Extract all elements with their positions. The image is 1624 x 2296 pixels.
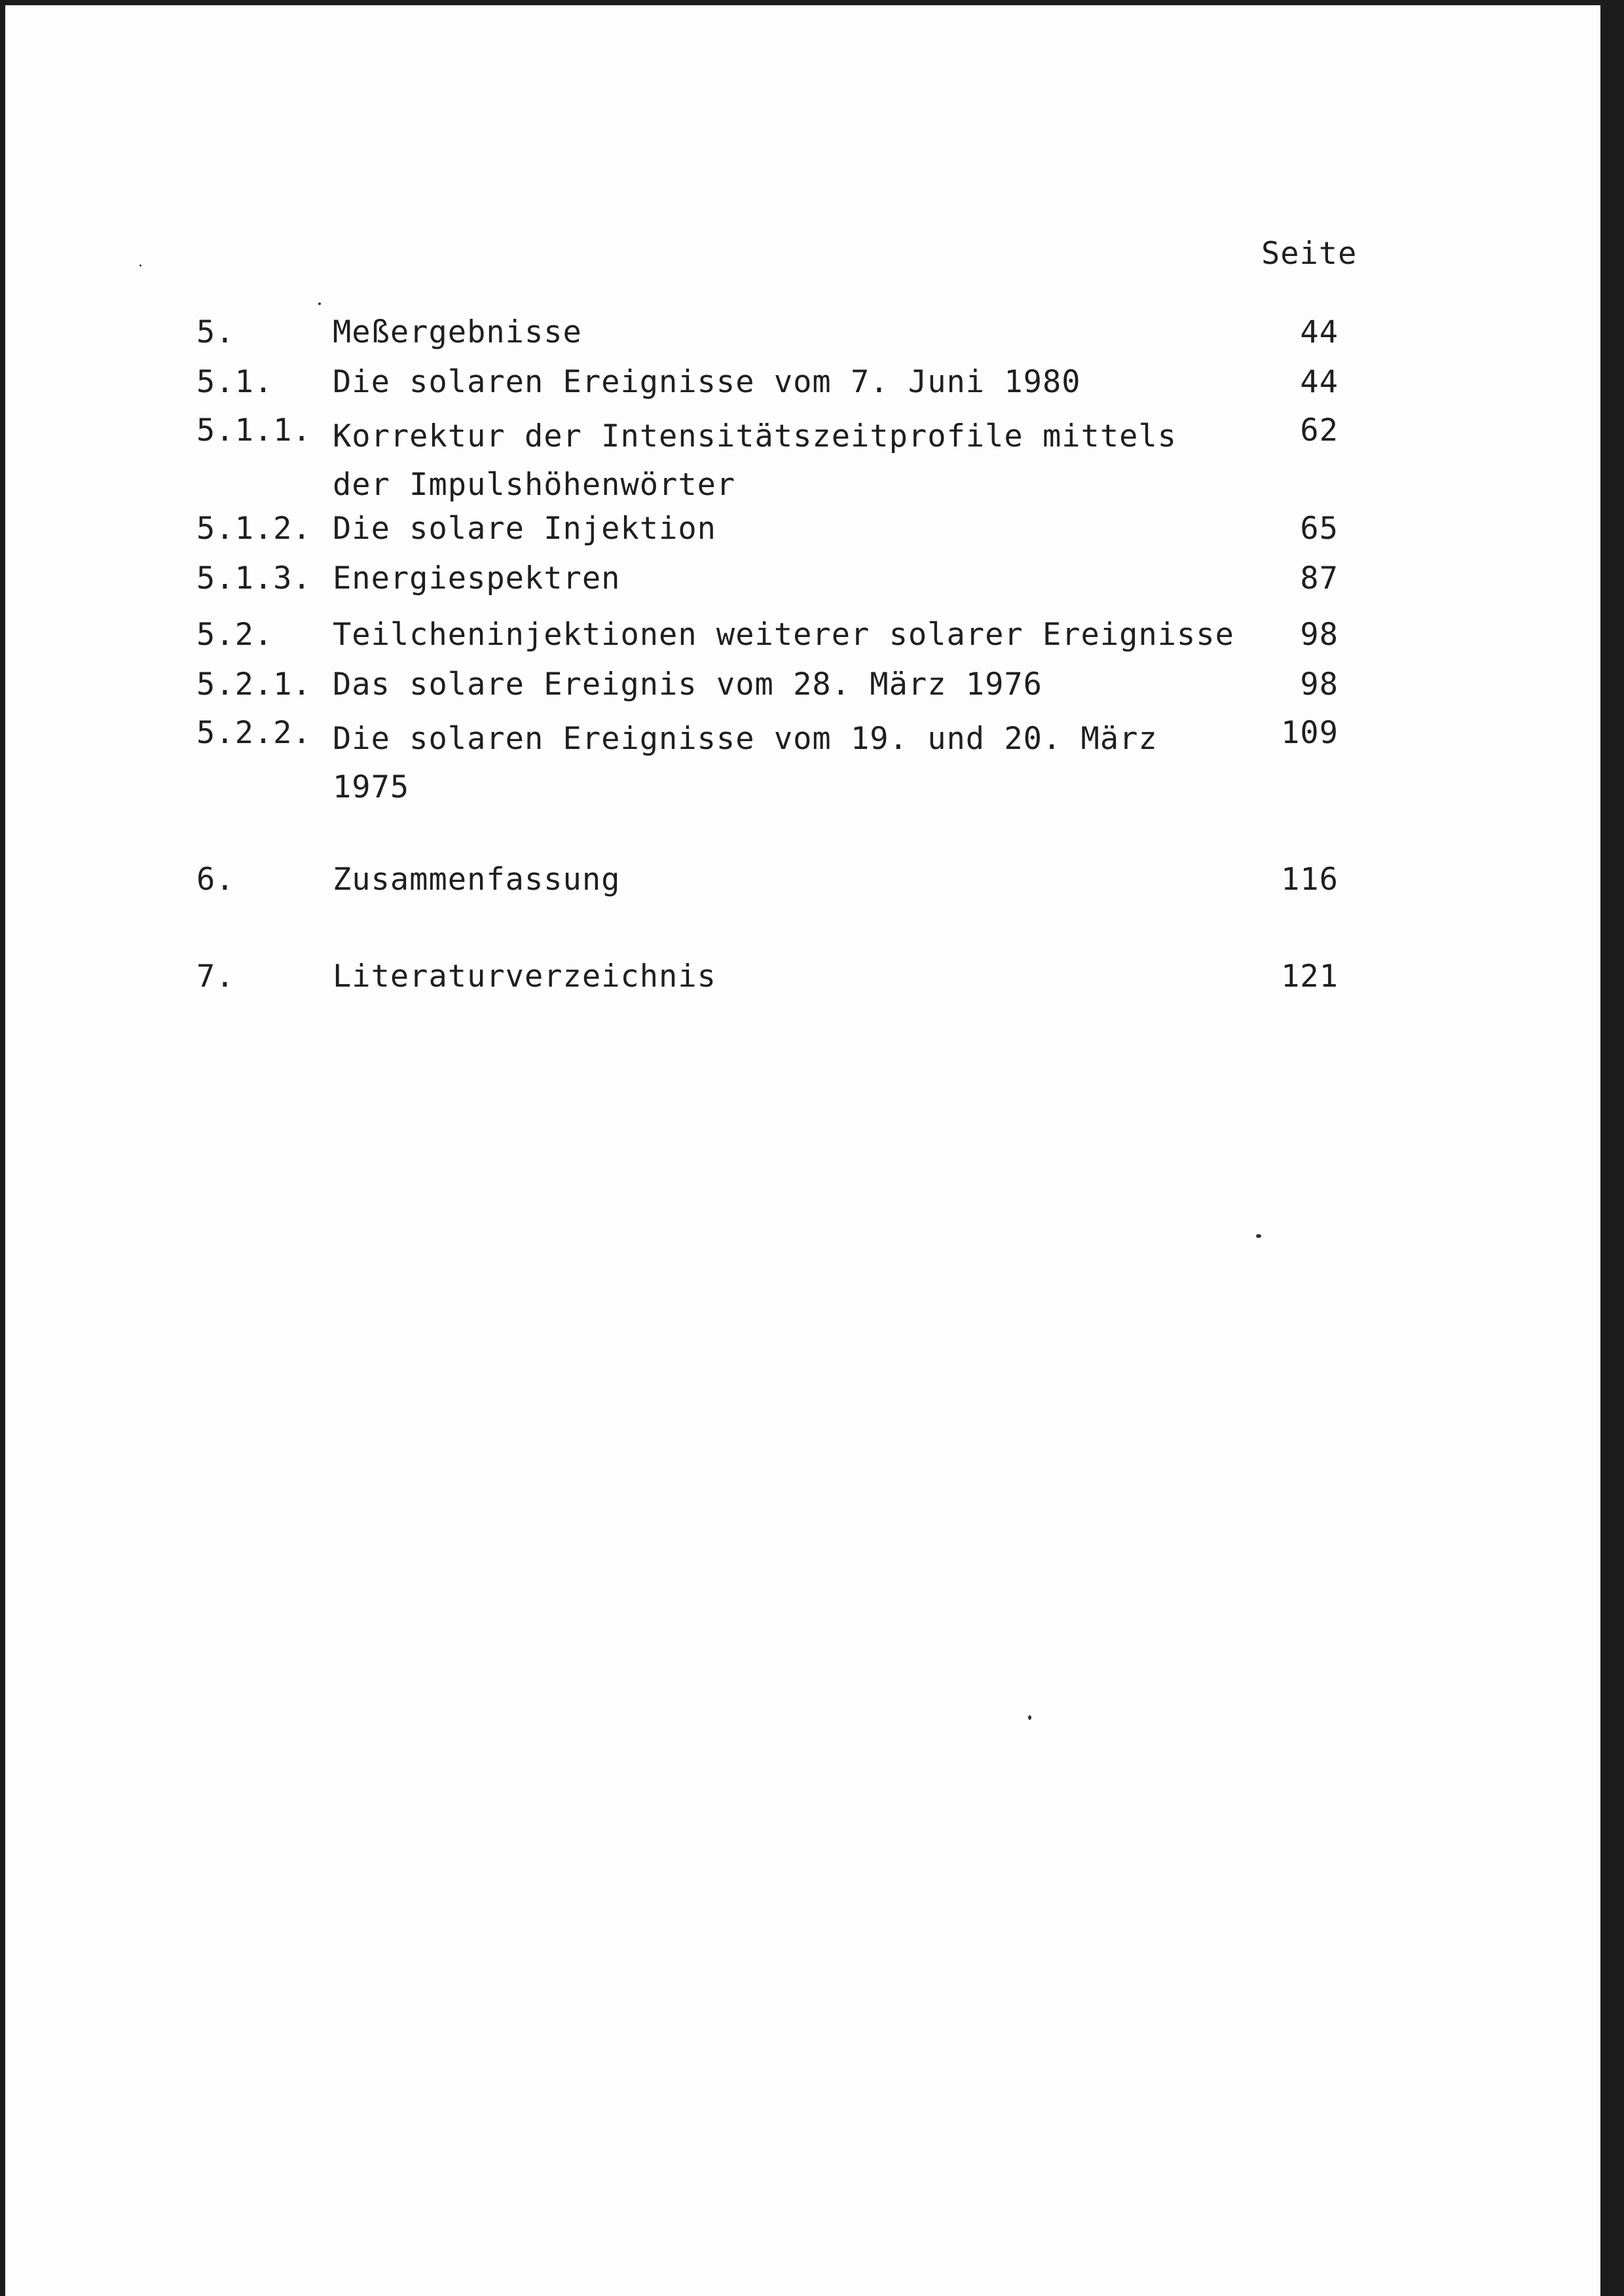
toc-entry <box>5 364 1600 413</box>
page-column-header: Seite <box>1261 236 1357 272</box>
toc-entry-title: Zusammenfassung <box>333 862 621 898</box>
toc-entry-title: Korrektur der Intensitätszeitprofile mittels der Impulshöhenwörter <box>333 418 1177 503</box>
toc-entry-title: Literaturverzeichnis <box>333 958 716 994</box>
toc-entry <box>5 862 1600 911</box>
scan-speck <box>139 264 141 266</box>
toc-entry-title: Teilcheninjektionen weiterer solarer Ereignisse <box>333 617 1234 653</box>
toc-entry-number: 6. <box>196 862 235 898</box>
toc-entry <box>5 666 1600 716</box>
toc-entry-page: 87 <box>1300 560 1338 596</box>
toc-entry-number: 5.2.2. <box>196 715 312 751</box>
toc-entry-page: 98 <box>1300 666 1338 702</box>
toc-entry-title: Die solaren Ereignisse vom 19. und 20. März 1975 <box>333 721 1158 805</box>
toc-entry-number: 5.2.1. <box>196 666 312 702</box>
toc-entry-number: 5.1. <box>196 364 274 400</box>
toc-entry-number: 7. <box>196 958 235 994</box>
toc-entry-number: 5.2. <box>196 617 274 653</box>
toc-entry-number: 5. <box>196 314 235 350</box>
toc-entry-page: 65 <box>1300 511 1338 547</box>
toc-entry <box>5 412 1600 511</box>
document-page <box>5 5 1600 2296</box>
toc-entry-title: Die solare Injektion <box>333 511 716 547</box>
toc-entry <box>5 511 1600 560</box>
toc-entry-page: 44 <box>1300 364 1338 400</box>
toc-entry <box>5 617 1600 666</box>
toc-entry <box>5 560 1600 610</box>
scan-speck <box>1028 1715 1031 1720</box>
toc-entry <box>5 958 1600 1008</box>
toc-entry-title: Energiespektren <box>333 560 621 596</box>
scan-speck <box>318 302 321 305</box>
scan-speck <box>1256 1234 1261 1238</box>
toc-entry <box>5 314 1600 363</box>
toc-entry-page: 116 <box>1281 862 1338 898</box>
toc-entry-title: Das solare Ereignis vom 28. März 1976 <box>333 666 1043 702</box>
toc-entry-title: Meßergebnisse <box>333 314 582 350</box>
toc-entry-page: 109 <box>1281 715 1338 751</box>
toc-entry-number: 5.1.1. <box>196 412 312 448</box>
toc-entry-page: 62 <box>1300 412 1338 448</box>
toc-entry-number: 5.1.3. <box>196 560 312 596</box>
toc-entry-page: 98 <box>1300 617 1338 653</box>
toc-entry-page: 44 <box>1300 314 1338 350</box>
toc-entry-title: Die solaren Ereignisse vom 7. Juni 1980 <box>333 364 1081 400</box>
toc-entry <box>5 715 1600 813</box>
toc-entry-page: 121 <box>1281 958 1338 994</box>
toc-entry-number: 5.1.2. <box>196 511 312 547</box>
